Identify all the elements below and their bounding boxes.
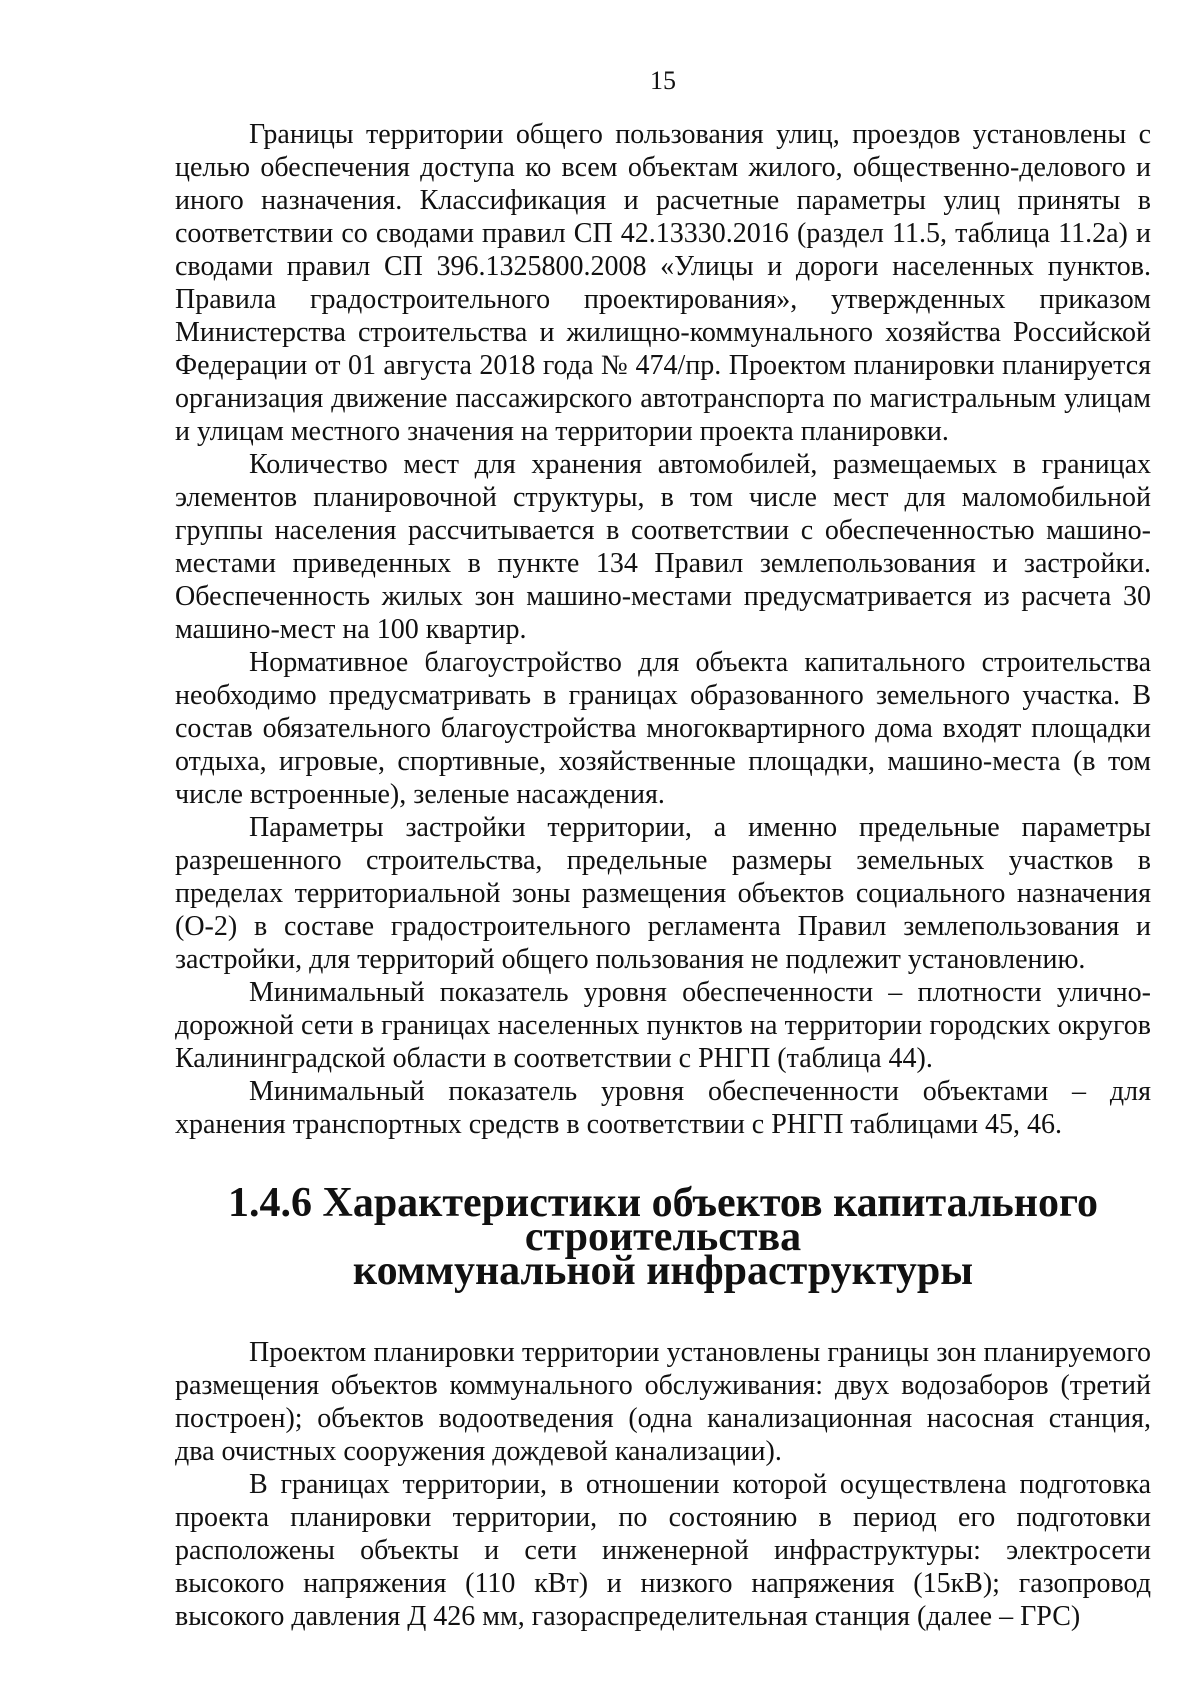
paragraph-development-parameters: Параметры застройки территории, а именно предельные параметры разрешенного строительства, предельные размеры земельных участков в пределах территориальной зоны размещения объектов социального назначения (О-2) в составе градостроительного регламента Правил землепользования и застройки, для территорий общего пользования не подлежит установлению. — [175, 812, 1151, 975]
paragraph-vehicle-storage: Минимальный показатель уровня обеспеченности объектами – для хранения транспортных средств в соответствии с РНГП таблицами 45, 46. — [175, 1076, 1151, 1140]
paragraph-parking-spaces: Количество мест для хранения автомобилей, размещаемых в границах элементов планировочной структуры, в том числе мест для маломобильной группы населения рассчитывается в соответствии с обеспеченностью машино-местами приведенных в пункте 134 Правил землепользования и застройки. Обеспеченность жилых зон машино-местами предусматривается из расчета 30 машино-мест на 100 квартир. — [175, 449, 1151, 645]
paragraph-road-density: Минимальный показатель уровня обеспеченности – плотности улично-дорожной сети в границах населенных пунктов на территории городских округов Калининградской области в соответствии с РНГП (таблица 44). — [175, 977, 1151, 1074]
paragraph-landscaping: Нормативное благоустройство для объекта капитального строительства необходимо предусматривать в границах образованного земельного участка. В состав обязательного благоустройства многоквартирного дома входят площадки отдыха, игровые, спортивные, хозяйственные площадки, машино-места (в том числе встроенные), зеленые насаждения. — [175, 647, 1151, 810]
document-page — [175, 66, 1151, 1633]
page-number: 15 — [650, 66, 676, 95]
paragraph-street-boundaries: Границы территории общего пользования улиц, проездов установлены с целью обеспечения доступа ко всем объектам жилого, общественно-делового и иного назначения. Классификация и расчетные параметры улиц приняты в соответствии со сводами правил СП 42.13330.2016 (раздел 11.5, таблица 11.2а) и сводами правил СП 396.1325800.2008 «Улицы и дороги населенных пунктов. Правила градостроительного проектирования», утвержденных приказом Министерства строительства и жилищно-коммунального хозяйства Российской Федерации от 01 августа 2018 года № 474/пр. Проектом планировки планируется организация движение пассажирского автотранспорта по магистральным улицам и улицам местного значения на территории проекта планировки. — [175, 119, 1151, 447]
paragraph-utility-zones: Проектом планировки территории установлены границы зон планируемого размещения объектов коммунального обслуживания: двух водозаборов (третий построен); объектов водоотведения (одна канализационная насосная станция, два очистных сооружения дождевой канализации). — [175, 1337, 1151, 1467]
section-heading — [175, 1180, 1151, 1294]
section-heading-line-1: 1.4.6 Характеристики объектов капитального строительства — [227, 1180, 1098, 1260]
paragraph-engineering-networks: В границах территории, в отношении которой осуществлена подготовка проекта планировки территории, по состоянию в период его подготовки расположены объекты и сети инженерной инфраструктуры: электросети высокого напряжения (110 кВт) и низкого напряжения (15кВ); газопровод высокого давления Д 426 мм, газораспределительная станция (далее – ГРС) — [175, 1469, 1151, 1632]
section-heading-line-2: коммунальной инфраструктуры — [352, 1248, 974, 1294]
